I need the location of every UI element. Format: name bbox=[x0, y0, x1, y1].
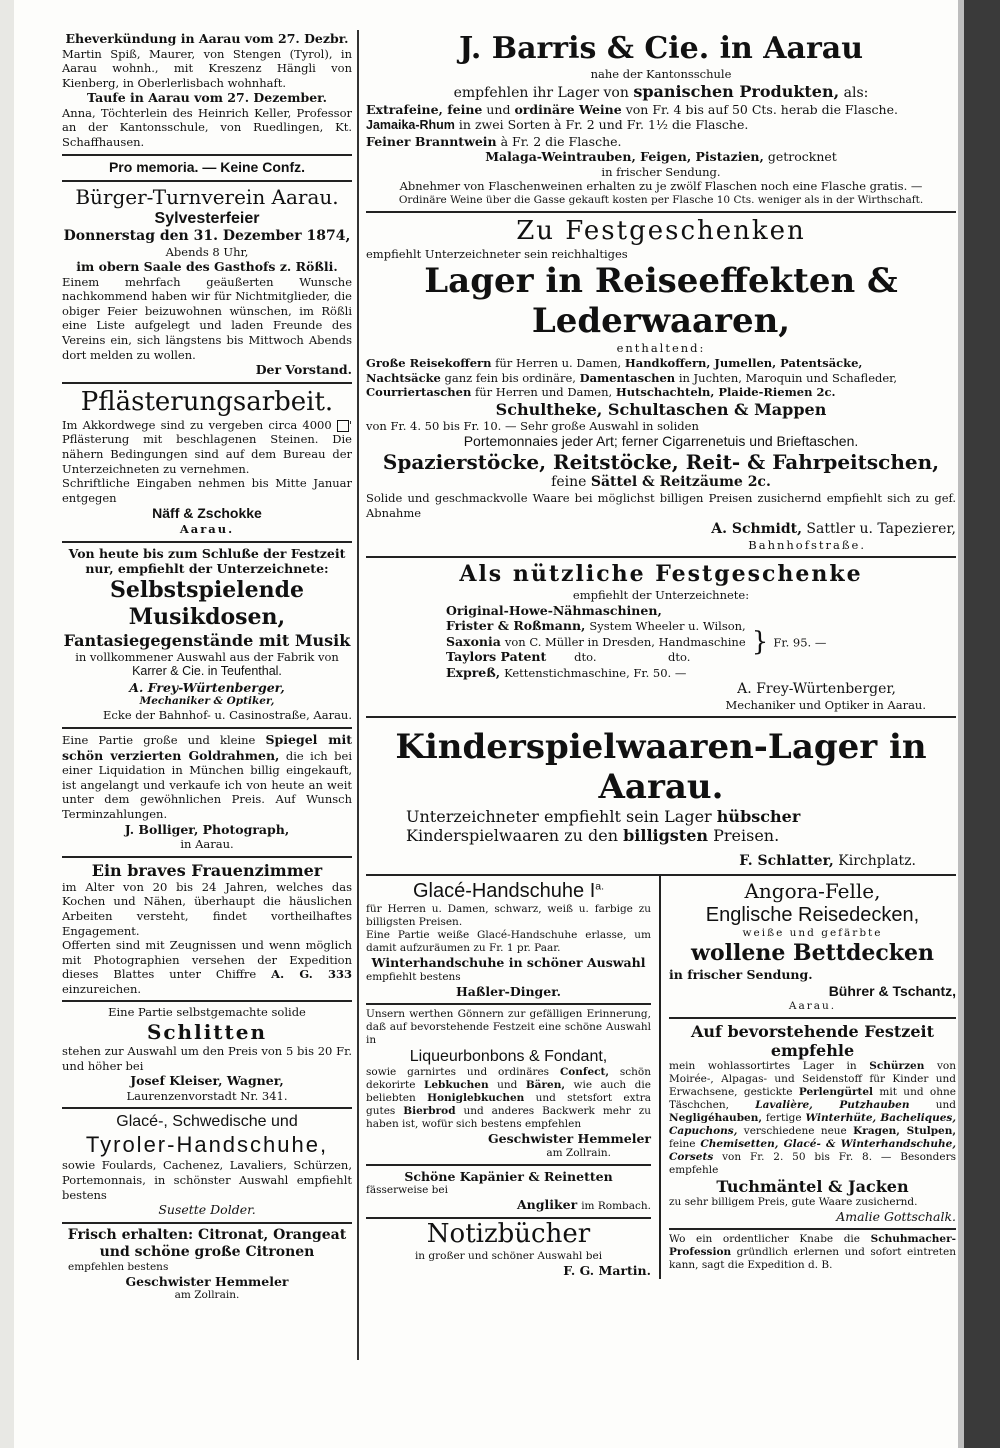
schlitten-ad bbox=[62, 1002, 352, 1109]
schmidt-items2c: Damentaschen bbox=[579, 370, 676, 385]
kapaenier-place: im Rombach. bbox=[581, 1200, 651, 1213]
angora-ad bbox=[669, 876, 956, 1019]
barris-line3a: Jamaika-Rhum bbox=[366, 118, 455, 133]
turnverein-time: Abends 8 Uhr, bbox=[165, 244, 249, 259]
schuerzen-ta: mein wohlassortirtes Lager in bbox=[669, 1059, 857, 1072]
glace-sup: a. bbox=[595, 880, 605, 893]
kapaenier-title: Schöne Kapänier & Reinetten bbox=[404, 1168, 613, 1184]
kinder-text-e: Preisen. bbox=[713, 826, 780, 846]
left-column bbox=[62, 28, 352, 1302]
schmidt-schul: Schultheke, Schultaschen & Mappen bbox=[495, 399, 827, 419]
glace-emp: empfiehlt bestens bbox=[366, 970, 461, 983]
barris-line5b: getrocknet bbox=[767, 149, 837, 165]
glace-text2: Eine Partie weiße Glacé-Handschuhe erlasse, um damit aufzuräumen zu Fr. 1 pr. Paar. bbox=[366, 929, 651, 955]
naeh-m3b: von C. Müller in Dresden, Handmaschine bbox=[504, 634, 746, 649]
schuerzen-sign: Amalie Gottschalk. bbox=[836, 1208, 956, 1224]
page-edge-left bbox=[0, 0, 14, 1448]
kinder-title: Kinderspielwaaren-Lager in Aarau. bbox=[395, 727, 927, 808]
schuerzen-tuch: Tuchmäntel & Jacken bbox=[716, 1176, 909, 1196]
schmidt-stoecke: Spazierstöcke, Reitstöcke, Reit- & Fahrpeitschen, bbox=[382, 450, 940, 475]
schmidt-porte: Portemonnaies jeder Art; ferner Cigarrenetuis und Brieftaschen. bbox=[463, 433, 859, 450]
pflaster-sign: Näff & Zschokke bbox=[152, 505, 262, 522]
schuerzen-td: Perlengürtel bbox=[798, 1085, 873, 1098]
liqueur-t2g: wie auch die beliebten bbox=[366, 1079, 651, 1105]
schmidt-enth: enthaltend: bbox=[616, 341, 706, 356]
liqueur-ad bbox=[366, 1005, 651, 1166]
schmidt-role: Sattler u. Tapezierer, bbox=[806, 520, 956, 537]
bottom-left-col bbox=[366, 876, 661, 1279]
schmidt-items2b: ganz fein bis ordinäre, bbox=[444, 370, 576, 385]
pflaster-ad bbox=[62, 384, 352, 543]
turnverein-text: Einem mehrfach geäußerten Wunsche nachkommend haben wir für Nichtmitglieder, die obiger Feier beizuwohnen wünschen, im Rößli eine Liste aufgelegt und laden Freunde des Vereins ein, sich längstens bis Mittwoch Abends dort melden zu wollen. bbox=[62, 274, 352, 362]
musik-sub: Fantasiegegenstände mit Musik bbox=[63, 630, 351, 650]
barris-loc: nahe der Kantonsschule bbox=[590, 67, 732, 81]
handschuhe-text: sowie Foulards, Cachenez, Lavaliers, Schürzen, Portemonnais, in schönster Auswahl empfiehlt bestens bbox=[62, 1158, 352, 1202]
turnverein-date: Donnerstag den 31. Dezember 1874, bbox=[63, 227, 351, 244]
glace-text: für Herren u. Damen, schwarz, weiß u. farbige zu billigsten Preisen. bbox=[366, 903, 651, 929]
barris-title: J. Barris & Cie. in Aarau bbox=[458, 31, 864, 66]
schmidt-items3b: für Herren und Damen, bbox=[474, 385, 613, 400]
musik-sign: A. Frey-Würtenberger, bbox=[129, 679, 285, 695]
ehe-title: Eheverkündung in Aarau vom 27. Dezbr. bbox=[65, 31, 349, 46]
spiegel-text-a: Eine Partie große und kleine bbox=[62, 733, 256, 748]
notiz-text: in großer und schöner Auswahl bei bbox=[414, 1250, 603, 1263]
pflaster-place: Aarau. bbox=[179, 522, 235, 537]
schuerzen-tk: verschiedene neue bbox=[743, 1124, 847, 1137]
liqueur-t2b: Confect, bbox=[559, 1066, 610, 1079]
glace-ad bbox=[366, 876, 651, 1005]
frau-text3: einzureichen. bbox=[62, 981, 142, 996]
musik-ad bbox=[62, 543, 352, 729]
schmidt-saettel-a: feine bbox=[551, 474, 587, 491]
glace-sign: Haßler-Dinger. bbox=[455, 983, 562, 999]
spiegel-ad bbox=[62, 729, 352, 858]
frau-text: im Alter von 20 bis 24 Jahren, welches das Kochen und Nähen, überhaupt die häuslichen Arbeiten versteht, findet vortheilhaftes Engagement. bbox=[62, 879, 352, 938]
spiegel-place: in Aarau. bbox=[180, 837, 234, 852]
angora-t1: Angora-Felle, bbox=[744, 879, 881, 904]
schmidt-text: Solide und geschmackvolle Waare bei möglichst billigen Preisen zusichernd empfiehlt sich zu gef. Abnahme bbox=[366, 491, 956, 520]
square-icon bbox=[337, 420, 349, 432]
schuerzen-th: Negligéhauben, bbox=[669, 1111, 763, 1124]
schuerzen-tg: und bbox=[935, 1098, 956, 1111]
schlitten-title: Schlitten bbox=[146, 1020, 268, 1045]
schuerzen-tc: von Moirée-, Alpagas- und Seidenstoff für Kinder und Erwachsene, gestickte bbox=[669, 1059, 957, 1098]
liqueur-text1: Unsern werthen Gönnern zur gefälligen Erinnerung, daß auf bevorstehende Festzeit eine schöne Auswahl in bbox=[366, 1008, 651, 1047]
schuh-tc: gründlich erlernen und sofort eintreten kann, sagt die Expedition d. B. bbox=[669, 1246, 956, 1272]
barris-line2c: ordinäre Weine bbox=[514, 101, 622, 117]
kinder-text-c: Kinderspielwaaren zu den bbox=[406, 826, 619, 846]
taufe-title: Taufe in Aarau vom 27. Dezember. bbox=[87, 90, 327, 106]
schmidt-big: Lager in Reiseeffekten & Lederwaaren, bbox=[424, 261, 898, 342]
notiz-sign: F. G. Martin. bbox=[563, 1263, 651, 1279]
musik-text: in vollkommener Auswahl aus der Fabrik von bbox=[75, 649, 339, 664]
naeh-m5a: Expreß, bbox=[446, 665, 501, 680]
barris-line4a: Feiner Branntwein bbox=[366, 133, 497, 149]
kinder-ad bbox=[366, 718, 956, 876]
naeh-title: Als nützliche Festgeschenke bbox=[459, 561, 863, 588]
schmidt-items3a: Courriertaschen bbox=[366, 385, 472, 400]
schmidt-items3c: Hutschachteln, Plaide-Riemen 2c. bbox=[615, 385, 836, 400]
citronat-place: am Zollrain. bbox=[174, 1289, 240, 1302]
kinder-text-b: hübscher bbox=[716, 807, 801, 827]
kinder-text-a: Unterzeichneter empfiehlt sein Lager bbox=[406, 807, 712, 827]
schuerzen-text2: zu sehr billigem Preis, gute Waare zusichernd. bbox=[669, 1195, 918, 1208]
naeh-m2a: Frister & Roßmann, bbox=[446, 618, 586, 634]
musik-intro: Von heute bis zum Schluße der Festzeit nur, empfiehlt der Unterzeichnete: bbox=[68, 545, 346, 577]
turnverein-title: Bürger-Turnverein Aarau. bbox=[75, 184, 339, 209]
pflaster-text1a: Im Akkordwege sind zu vergeben circa 4000 bbox=[62, 417, 332, 432]
schuerzen-ad bbox=[669, 1019, 956, 1231]
schlitten-intro: Eine Partie selbstgemachte solide bbox=[108, 1005, 306, 1020]
naeh-sign: A. Frey-Würtenberger, bbox=[737, 680, 896, 697]
turnverein-event: Sylvesterfeier bbox=[154, 209, 260, 227]
naeh-m1: Original-Howe-Nähmaschinen, bbox=[446, 602, 662, 618]
kinder-place: Kirchplatz. bbox=[838, 853, 916, 870]
schuerzen-tn: Chemisetten, Glacé- & Winterhandschuhe, Corsets bbox=[669, 1137, 957, 1163]
schmidt-items1b: für Herren u. Damen, bbox=[495, 355, 622, 370]
schuh-ta: Wo ein ordentlicher Knabe die bbox=[669, 1233, 861, 1246]
frau-title: Ein braves Frauenzimmer bbox=[91, 860, 323, 880]
schuerzen-tl: Kragen, Stulpen, bbox=[853, 1124, 957, 1137]
schmidt-sign: A. Schmidt, bbox=[711, 520, 802, 537]
barris-line1a: empfehlen ihr Lager von bbox=[453, 84, 629, 101]
schmidt-price: von Fr. 4. 50 bis Fr. 10. — Sehr große Auswahl in soliden bbox=[366, 418, 699, 433]
frau-text2: Offerten sind mit Zeugnissen und wenn möglich mit Photographien versehen der Expedition dieses Blattes unter Chiffre bbox=[62, 938, 352, 982]
turnverein-ad bbox=[62, 182, 352, 384]
ehe-notice bbox=[62, 28, 352, 156]
notiz-title: Notizbücher bbox=[426, 1219, 591, 1250]
liqueur-title: Liqueurbonbons & Fondant, bbox=[409, 1048, 608, 1066]
barris-line1c: als: bbox=[843, 84, 869, 101]
barris-line4b: à Fr. 2 die Flasche. bbox=[500, 133, 622, 149]
page-edge-right bbox=[964, 0, 1000, 1448]
kinder-text-d: billigsten bbox=[623, 826, 709, 846]
handschuhe-title1: Glacé-, Schwedische und bbox=[116, 1113, 298, 1131]
liqueur-t2f: Bären, bbox=[525, 1079, 565, 1092]
barris-line2a: Extrafeine, feine bbox=[366, 101, 483, 117]
angora-t4: wollene Bettdecken bbox=[691, 940, 934, 967]
naeh-m4c: dto. bbox=[668, 650, 691, 665]
pflaster-title: Pflästerungsarbeit. bbox=[80, 386, 334, 417]
liqueur-t2a: sowie garnirtes und ordinäres bbox=[366, 1066, 550, 1079]
schuerzen-te: mit und ohne Täschchen, bbox=[669, 1085, 956, 1111]
schuerzen-tb: Schürzen bbox=[869, 1059, 925, 1072]
barris-line1b: spanischen Produkten, bbox=[633, 81, 840, 101]
bottom-right-col bbox=[661, 876, 956, 1279]
liqueur-t2k: und anderes Backwerk mehr zu haben ist, wofür sich bestens empfehlen bbox=[366, 1105, 651, 1131]
barris-line7: Abnehmer von Flaschenweinen erhalten zu je zwölf Flaschen noch eine Flasche gratis. — bbox=[399, 179, 923, 194]
notiz-ad bbox=[366, 1219, 651, 1279]
liqueur-t2c: schön dekorirte bbox=[366, 1066, 652, 1092]
column-rule bbox=[357, 30, 359, 1360]
angora-t2: Englische Reisedecken, bbox=[705, 904, 920, 927]
schuerzen-to: von Fr. 2. 50 bis Fr. 8. — Besonders empfehle bbox=[669, 1150, 956, 1176]
liqueur-t2h: Honiglebkuchen bbox=[427, 1092, 525, 1105]
pflaster-text2: Schriftliche Eingaben nehmen bis Mitte Januar entgegen bbox=[62, 476, 352, 505]
spiegel-text-b: Spiegel mit schön verzierten Goldrahmen, bbox=[62, 732, 353, 763]
brace-icon: } bbox=[751, 626, 769, 657]
bottom-grid bbox=[366, 876, 956, 1279]
schmidt-addr: Bahnhofstraße. bbox=[748, 537, 866, 552]
glace-winter: Winterhandschuhe in schöner Auswahl bbox=[371, 955, 646, 971]
schmidt-ad bbox=[366, 213, 956, 558]
schmidt-saettel-b: Sättel & Reitzäume 2c. bbox=[590, 474, 771, 491]
schuerzen-tf: Lavalière, Putzhauben bbox=[755, 1098, 910, 1111]
naeh-role: Mechaniker und Optiker in Aarau. bbox=[725, 697, 926, 712]
citronat-title: Frisch erhalten: Citronat, Orangeat und schöne große Citronen bbox=[67, 1226, 347, 1260]
schmidt-title: Zu Festgeschenken bbox=[516, 215, 806, 246]
naeh-m4a: Taylors Patent bbox=[446, 649, 547, 665]
naeh-m4price: Fr. 95. — bbox=[773, 635, 827, 650]
musik-addr: Ecke der Bahnhof- u. Casinostraße, Aarau. bbox=[103, 708, 352, 723]
schuerzen-ti: fertige bbox=[765, 1111, 802, 1124]
memoria-notice bbox=[62, 156, 352, 182]
memoria-text: Pro memoria. — Keine Confz. bbox=[108, 158, 306, 175]
naeh-m5b: Kettenstichmaschine, Fr. 50. — bbox=[504, 666, 687, 680]
citronat-ad bbox=[62, 1224, 352, 1303]
handschuhe-title2: Tyroler-Handschuhe, bbox=[85, 1132, 329, 1158]
liqueur-sign: Geschwister Hemmeler bbox=[487, 1131, 651, 1147]
schmidt-items2d: in Juchten, Maroquin und Schafleder, bbox=[678, 370, 898, 385]
barris-line5a: Malaga-Weintrauben, Feigen, Pistazien, bbox=[485, 149, 764, 165]
schlitten-sign: Josef Kleiser, Wagner, bbox=[130, 1073, 284, 1089]
musik-fabrik: Karrer & Cie. in Teufenthal. bbox=[132, 664, 282, 679]
liqueur-t2e: und bbox=[497, 1079, 518, 1092]
angora-t3: weiße und gefärbte bbox=[742, 927, 883, 940]
angora-place: Aarau. bbox=[788, 999, 837, 1012]
schuerzen-title: Auf bevorstehende Festzeit empfehle bbox=[690, 1021, 935, 1060]
naeh-m4b: dto. bbox=[574, 650, 597, 665]
liqueur-t2j: Bierbrod bbox=[403, 1105, 456, 1118]
kapaenier-text: fässerweise bei bbox=[366, 1184, 448, 1197]
schuh-ad bbox=[669, 1230, 956, 1272]
citronat-text: empfehlen bestens bbox=[68, 1260, 169, 1273]
naeh-m2b: System Wheeler u. Wilson, bbox=[589, 619, 746, 634]
musik-role: Mechaniker & Optiker, bbox=[139, 695, 275, 708]
pflaster-text1b: ' Pflästerung mit beschlagenen Steinen. Die nähern Bedingungen sind auf dem Bureau der Unterzeichneten zu vernehmen. bbox=[62, 417, 353, 476]
right-column bbox=[366, 28, 956, 1279]
frau-ad bbox=[62, 858, 352, 1003]
barris-ad bbox=[366, 28, 956, 213]
turnverein-place: im obern Saale des Gasthofs z. Rößli. bbox=[76, 259, 338, 275]
barris-line6: in frischer Sendung. bbox=[601, 164, 721, 179]
schmidt-items2a: Nachtsäcke bbox=[366, 370, 441, 385]
turnverein-sign: Der Vorstand. bbox=[255, 362, 352, 378]
schlitten-text: stehen zur Auswahl um den Preis von 5 bis 20 Fr. und höher bei bbox=[62, 1044, 352, 1073]
schlitten-addr: Laurenzenvorstadt Nr. 341. bbox=[126, 1088, 288, 1103]
barris-line3b: in zwei Sorten à Fr. 2 und Fr. 1½ die Flasche. bbox=[458, 117, 749, 133]
schmidt-items1a: Große Reisekoffern bbox=[366, 355, 492, 370]
angora-t5: in frischer Sendung. bbox=[669, 967, 813, 983]
glace-title: Glacé-Handschuhe I bbox=[412, 880, 596, 903]
kapaenier-sign: Angliker bbox=[516, 1197, 578, 1213]
schmidt-intro: empfiehlt Unterzeichneter sein reichhaltiges bbox=[366, 246, 628, 261]
ehe-text: Martin Spiß, Maurer, von Stengen (Tyrol), in Aarau wohnh., mit Kreszenz Hängli von Kienberg, in Oberlerlisbach wohnhaft. bbox=[62, 46, 352, 90]
kapaenier-ad bbox=[366, 1166, 651, 1220]
citronat-sign: Geschwister Hemmeler bbox=[125, 1273, 289, 1289]
spiegel-text-c: die ich bei einer Liquidation in München billig eingekauft, ist angelangt und verkaufe ich von heute an weit unter dem gewöhnlichen Preis. Auf Wunsch Terminzahlungen. bbox=[62, 748, 353, 822]
kinder-sign: F. Schlatter, bbox=[739, 853, 834, 870]
liqueur-t2d: Lebkuchen bbox=[423, 1079, 489, 1092]
barris-line8: Ordinäre Weine über die Gasse gekauft kosten per Flasche 10 Cts. weniger als in der Wirthschaft. bbox=[398, 193, 924, 206]
frau-chiffre: A. G. 333 bbox=[271, 967, 353, 982]
spiegel-sign: J. Bolliger, Photograph, bbox=[124, 821, 290, 837]
schmidt-items1c: Handkoffern, Jumellen, Patentsäcke, bbox=[624, 355, 863, 370]
schuerzen-tm: feine bbox=[669, 1137, 696, 1150]
handschuhe-ad bbox=[62, 1109, 352, 1223]
schuerzen-tj: Winterhüte, Bacheliques, Capuchons, bbox=[669, 1111, 956, 1137]
barris-line2b: und bbox=[486, 101, 511, 117]
taufe-text: Anna, Töchterlein des Heinrich Keller, Professor an der Kantonsschule, von Ruedlingen, Kt. Schaffhausen. bbox=[62, 105, 352, 149]
barris-line2d: von Fr. 4 bis auf 50 Cts. herab die Flasche. bbox=[625, 101, 898, 117]
schuh-tb: Schuhmacher-Profession bbox=[669, 1233, 956, 1259]
liqueur-t2i: und stetsfort extra gutes bbox=[366, 1092, 652, 1118]
musik-title: Selbstspielende Musikdosen, bbox=[109, 576, 305, 630]
angora-sign: Bührer & Tschantz, bbox=[828, 982, 956, 999]
naeh-intro: empfiehlt der Unterzeichnete: bbox=[572, 588, 750, 603]
liqueur-place: am Zollrain. bbox=[546, 1146, 611, 1159]
handschuhe-sign: Susette Dolder. bbox=[158, 1202, 256, 1218]
naeh-m3a: Saxonia bbox=[446, 633, 501, 649]
naeh-ad bbox=[366, 558, 956, 718]
